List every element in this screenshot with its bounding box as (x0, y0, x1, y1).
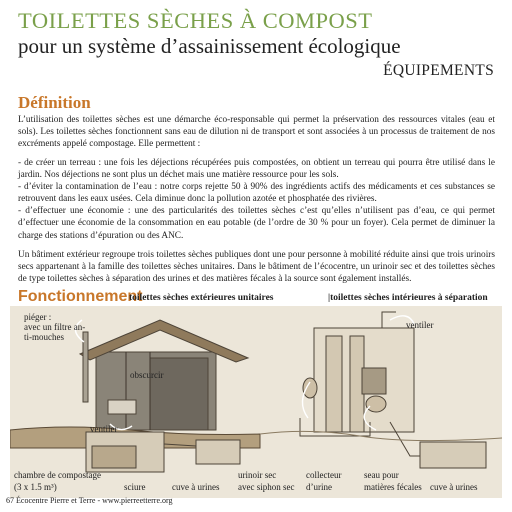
label-cuve-right: cuve à urines (430, 482, 478, 492)
footer (6, 496, 173, 505)
page-number: 67 (6, 496, 14, 505)
exterior-ground (10, 427, 260, 472)
interior-building (260, 312, 502, 468)
illustration (10, 306, 502, 498)
label-sciure: sciure (124, 482, 146, 492)
definition-outro: Un bâtiment extérieur regroupe trois toilettes sèches publiques dont une pour personne à mobilité réduite ainsi que trois urinoirs secs appartenant à la famille des toilettes sèches unitaires. Dans le bâtiment de l’écocentre, un urinoir sec et des toilettes sèches de type toilettes sèches à séparation des urines et des matières fécales à la source sont également installés. (18, 250, 495, 285)
label-cuve-left: cuve à urines (172, 482, 220, 492)
label-collecteur: collecteur (306, 470, 342, 480)
subheading-interior: |toilettes sèches intérieures à séparation (328, 293, 488, 303)
label-urinoir-siphon: avec siphon sec (238, 482, 295, 492)
exterior-building (80, 320, 248, 430)
page-subtitle: pour un système d’assainissement écologique (18, 34, 401, 58)
fonctionnement-heading: Fonctionnement (18, 288, 143, 305)
list-item: - d’éviter la contamination de l’eau : notre corps rejette 50 à 90% des ingrédients actifs des médicaments et ces substances se retrouvent dans les eaux usées. Cela diminue donc la pollution azotée et phosphatée des rivières. (18, 182, 495, 205)
label-chambre: chambre de compostage (14, 470, 101, 480)
label-seau: seau pour (364, 470, 399, 480)
label-urine: d’urine (306, 482, 332, 492)
footer-credit: Écocentre Pierre et Terre - www.pierreetterre.org (16, 496, 173, 505)
subheading-exterior: toilettes sèches extérieures unitaires (129, 293, 274, 303)
label-ventiler-right: ventiler (406, 320, 434, 330)
label-filtre: avec un filtre an- (24, 322, 86, 332)
section-label: ÉQUIPEMENTS (383, 62, 494, 79)
label-obscurcir: obscurcir (130, 370, 164, 380)
label-matieres: matières fécales (364, 482, 422, 492)
definition-intro: L’utilisation des toilettes sèches est une démarche éco-responsable qui permet la préservation des ressources vitales (eau et sols). Les toilettes sèches fonctionnent sans eau de dilution ni de transport et sont associées à un processus de traitement de nos excréments appelé compostage. Elle permettent : (18, 115, 495, 150)
label-chambre-size: (3 x 1.5 m³) (14, 482, 57, 492)
page-title: TOILETTES SÈCHES À COMPOST (18, 8, 373, 33)
definition-list (18, 157, 495, 242)
label-pieger: piéger : (24, 312, 52, 322)
label-urinoir: urinoir sec (238, 470, 277, 480)
list-item: - d’effectuer une économie : une des particularités des toilettes sèches c’est qu’elles n’utilisent pas d’eau, ce qui permet d’effectuer une économie de la consommation en eau potable (de l’ordre de 30 % pour un foyer). Cela permet de diminuer la charge des stations d’épuration ou des ANC. (18, 206, 495, 241)
label-ventiler-left: ventiler (90, 424, 118, 434)
list-item: - de créer un terreau : une fois les déjections récupérées puis compostées, on obtient un terreau qui pourra être utilisé dans le jardin. Nos déjections ne sont plus un déchet mais une matière ressource pour les sols. (18, 158, 495, 181)
label-mouches: ti-mouches (24, 332, 64, 342)
definition-heading: Définition (18, 93, 91, 112)
